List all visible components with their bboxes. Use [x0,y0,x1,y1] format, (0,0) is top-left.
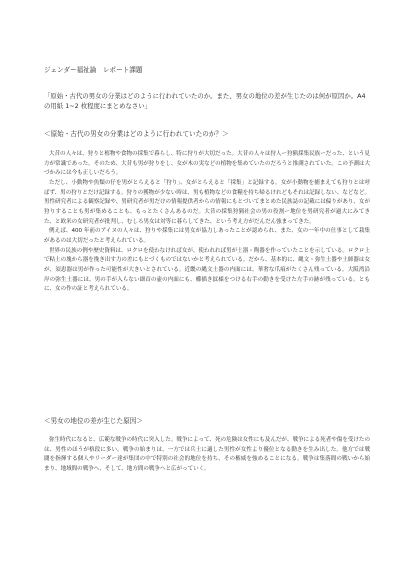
section-heading-division-of-labor: ＜原始・古代の男女の分業はどのように行われていたのか？＞ [44,130,229,138]
task-prompt: 「原始・古代の男女の分業はどのように行われていたのか。また、男女の地位の差が生じたのは何が原因か。A4の用紙 1~2 枚程度にまとめなさい」 [44,92,366,110]
paragraph: 大昔の人々は、狩りと植物や食物の採集で暮らし、特に狩りが大切だった。大昔の人々は狩人ー狩猟採集民族ーだった、という見方が常識であった。そのため、大昔も男が狩りをし、女が木の実などの植物を集めていたのだろうと推測されていた。この予測は大づかみには今も正しいだろう。 [44,151,370,177]
section-body-status-gap [44,436,370,475]
paragraph: 世界の民族の例や歴史資料は、ロクロを使わなければ女が、使われれば男が土器・陶器を作っていたことを示している。ロクロ上で粘土の塊から器を挽き出す力の差にもとづくものではないかと考えられている。だから、基本的に、縄文・弥生土器や土師器は女が、須恵器は男が作った可能性が大きいとされている。近畿の縄文土器の内面には、華奢な爪痕がたくさん残っている。大阪湾沿岸の弥生土器には、男の手が入らない細首の壷の内面にも、櫛描き紋様をつける右手の動きを受けた左手の跡が残っている。ともに、女の作の証と考えられている。 [44,247,370,293]
report-title: ジェンダー福祉論 レポート課題 [44,66,143,74]
paragraph: 弥生時代になると、広範な戦争の時代に突入した。戦争によって、死の危険は女性にも及んだが、戦争による死者や傷を受けたのは、男性のほうが格段に多い。戦争の始まりは、一方では兵士に適した男性が女性より優位となる動きを生み出した。他方では戦闘を指揮する個人やリーダー達が集団の中で特別の社会的地位を持ち、その権威を強めることになる。戦争は集落間の戦いから始まり、地域間の戦争へ、そして、地方間の戦争へと広がっていく。 [44,437,370,472]
section-heading-status-gap: ＜男女の地位の差が生じた原因＞ [44,417,143,425]
section-body-division-of-labor [44,150,370,295]
paragraph: ただし、小動物や魚類の仔を男がとらえると「狩り」、女がとらえると「採集」と記録する。女が小動物を捕まえても狩りとは呼ばず、男の狩りとだけ記録する。狩りの獲物が少ない時は、男も植物などの食糧を持ち帰るけれどもそれは記録しない、などなど。男性研究者による観察記録や、男研究者が男だけの情報提供者からの情報にもとづいてまとめた民族誌の記載には偏りがあり、女が狩りすることも男が集めることも、もっとたくさんあるのだ。大昔の採集狩猟社会の男の役割ー地位を男研究者が過大にみてきた、と欧米の女研究者が批判し、むしろ男女は対等に暮らしてきた、という考え方がだんだん強まってきた。 [44,179,370,225]
paragraph: 例えば、400 年前のアイヌの人々は、狩りや採集には男女が協力しあったことが認められ、また、女の一年中の仕事として栽集があるのは大切だったと考えられている。 [44,228,370,244]
